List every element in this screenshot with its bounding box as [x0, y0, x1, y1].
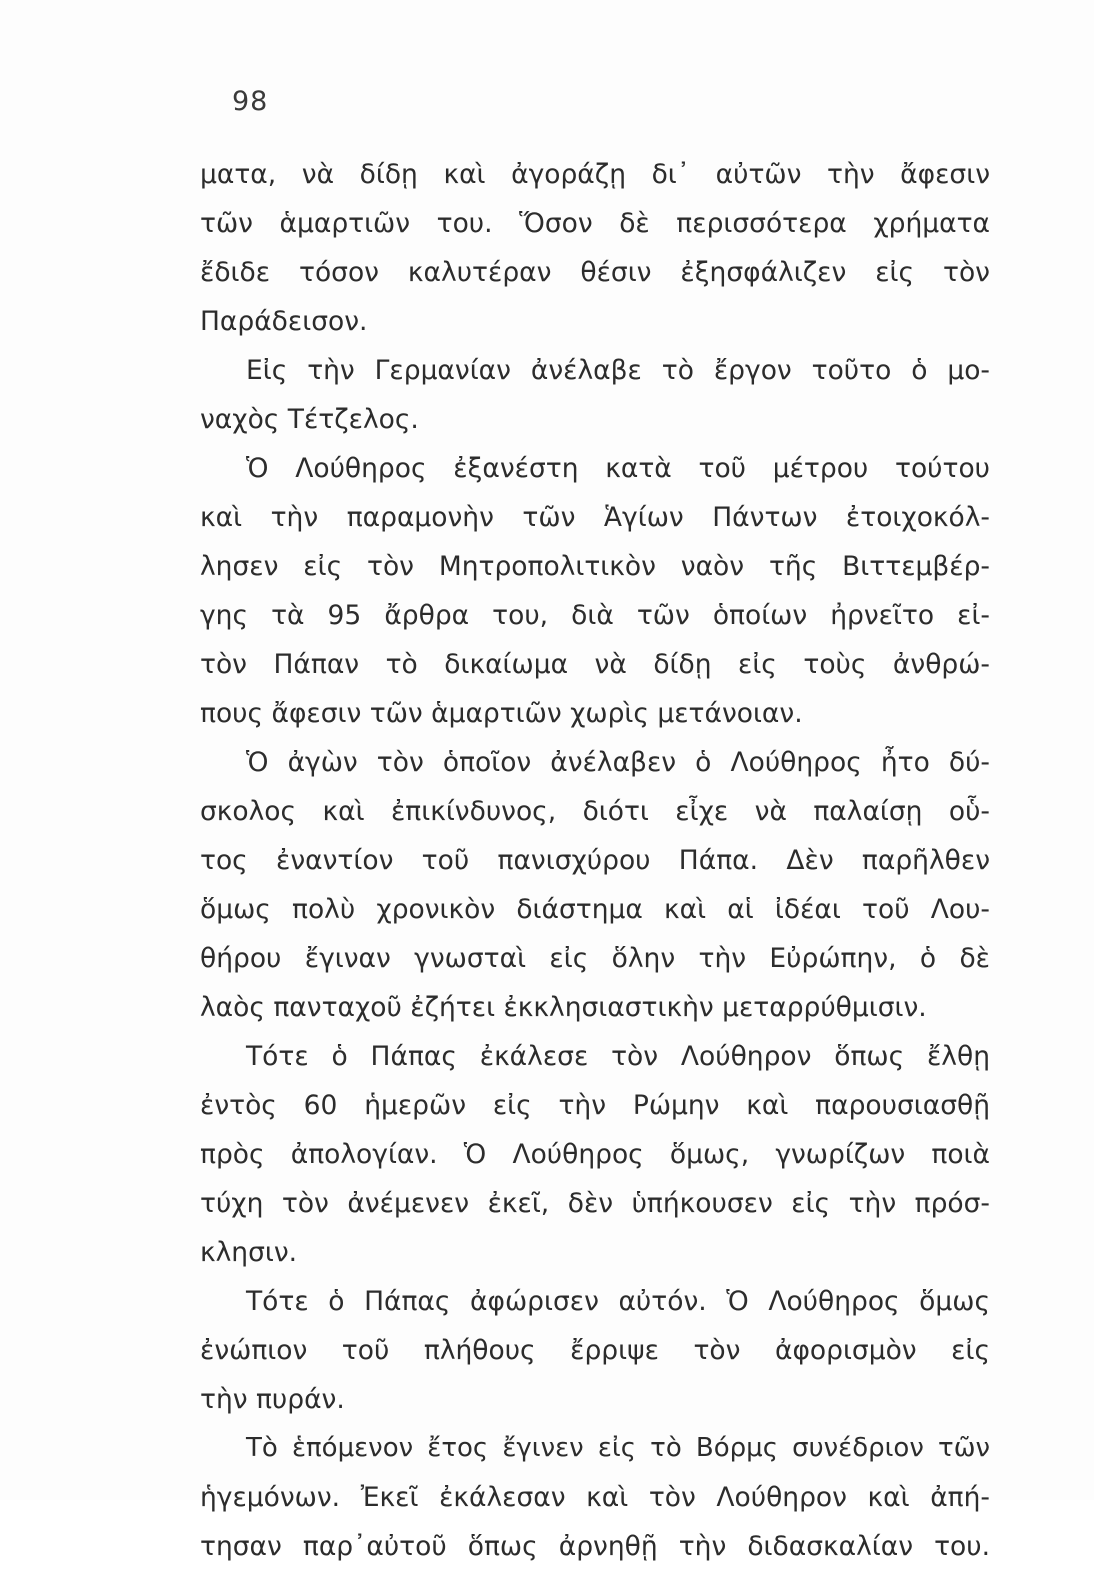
text-line: ναχὸς Τέτζελος. — [200, 404, 419, 435]
text-line: τὸν Πάπαν τὸ δικαίωμα νὰ δίδῃ εἰς τοὺς ἀνθρώ- — [200, 649, 990, 680]
text-line: ἐνώπιον τοῦ πλήθους ἔρριψε τὸν ἀφορισμὸν εἰς — [200, 1335, 990, 1366]
text-line: Τὸ ἑπόμενον ἔτος ἔγινεν εἰς τὸ Βόρμς συνέδριον τῶν — [246, 1433, 990, 1463]
text-line: Ὁ ἀγὼν τὸν ὁποῖον ἀνέλαβεν ὁ Λούθηρος ἦτο δύ- — [246, 747, 990, 778]
text-line: ὅμως πολὺ χρονικὸν διάστημα καὶ αἱ ἰδέαι τοῦ Λου- — [200, 894, 990, 925]
body-text — [200, 150, 990, 1571]
text-line: τος ἐναντίον τοῦ πανισχύρου Πάπα. Δὲν παρῆλθεν — [200, 845, 990, 876]
text-line: πους ἄφεσιν τῶν ἁμαρτιῶν χωρὶς μετάνοιαν. — [200, 698, 803, 729]
text-line: τὴν πυράν. — [200, 1384, 345, 1415]
text-line: Τότε ὁ Πάπας ἐκάλεσε τὸν Λούθηρον ὅπως ἔλθῃ — [246, 1041, 990, 1072]
text-line: γης τὰ 95 ἄρθρα του, διὰ τῶν ὁποίων ἠρνεῖτο εἰ- — [200, 600, 990, 631]
text-line: λαὸς πανταχοῦ ἐζήτει ἐκκλησιαστικὴν μεταρρύθμισιν. — [200, 992, 927, 1023]
text-line: Ὁ Λούθηρος ἐξανέστη κατὰ τοῦ μέτρου τούτου — [246, 453, 990, 484]
page-number: 98 — [232, 86, 269, 117]
text-line: κλησιν. — [200, 1237, 298, 1268]
text-line: θήρου ἔγιναν γνωσταὶ εἰς ὅλην τὴν Εὐρώπην, ὁ δὲ — [200, 943, 990, 974]
text-line: Παράδεισον. — [200, 306, 368, 337]
text-line: Τότε ὁ Πάπας ἀφώρισεν αὐτόν. Ὁ Λούθηρος ὅμως — [246, 1286, 990, 1317]
text-line: ἐντὸς 60 ἡμερῶν εἰς τὴν Ρώμην καὶ παρουσιασθῇ — [200, 1090, 990, 1121]
text-line: Εἰς τὴν Γερμανίαν ἀνέλαβε τὸ ἔργον τοῦτο ὁ μο- — [246, 355, 990, 386]
text-line: ἔδιδε τόσον καλυτέραν θέσιν ἐξησφάλιζεν εἰς τὸν — [200, 257, 990, 288]
text-line: ματα, νὰ δίδῃ καὶ ἀγοράζῃ δι᾽ αὐτῶν τὴν ἄφεσιν — [200, 159, 990, 190]
text-line: σκολος καὶ ἐπικίνδυνος, διότι εἶχε νὰ παλαίσῃ οὗ- — [200, 796, 990, 827]
text-line: τύχη τὸν ἀνέμενεν ἐκεῖ, δὲν ὑπήκουσεν εἰς τὴν πρόσ- — [200, 1188, 990, 1219]
text-line: ἡγεμόνων. Ἐκεῖ ἐκάλεσαν καὶ τὸν Λούθηρον καὶ ἀπή- — [200, 1482, 990, 1513]
text-line: τησαν παρ᾽αὐτοῦ ὅπως ἀρνηθῇ τὴν διδασκαλίαν του. — [200, 1531, 990, 1562]
text-line: λησεν εἰς τὸν Μητροπολιτικὸν ναὸν τῆς Βιττεμβέρ- — [200, 551, 990, 582]
text-line: καὶ τὴν παραμονὴν τῶν Ἁγίων Πάντων ἐτοιχοκόλ- — [200, 502, 990, 533]
text-line: πρὸς ἀπολογίαν. Ὁ Λούθηρος ὅμως, γνωρίζων ποιὰ — [200, 1139, 990, 1170]
text-line: τῶν ἁμαρτιῶν του. Ὅσον δὲ περισσότερα χρήματα — [200, 208, 990, 239]
